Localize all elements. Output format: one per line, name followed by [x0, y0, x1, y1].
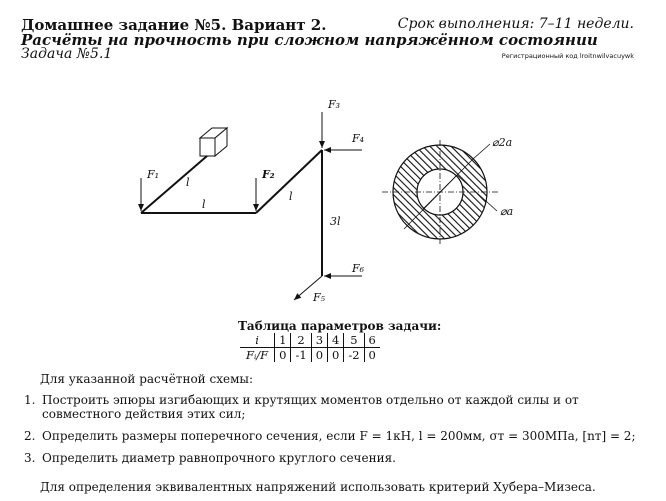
table-cell: 1 [275, 333, 291, 348]
table-cell: 2 [291, 333, 311, 348]
list-item [24, 429, 636, 443]
force-arrows [141, 112, 365, 300]
label-length-diagonal-right: l [289, 190, 293, 203]
table-cell: 0 [311, 348, 327, 363]
label-f2: F₂ [262, 168, 275, 181]
label-outer-diameter: ⌀2a [492, 136, 513, 149]
list-item-number: 3. [24, 451, 36, 465]
fixed-support [200, 128, 227, 156]
table-cell: 4 [328, 333, 344, 348]
task-list [24, 393, 636, 473]
params-table [240, 333, 380, 362]
label-length-horizontal: l [202, 198, 206, 211]
list-item-text: Определить диаметр равнопрочного круглого сечения. [42, 451, 396, 465]
label-inner-diameter: ⌀a [500, 205, 514, 218]
list-item [24, 393, 636, 421]
table-row [240, 333, 380, 348]
list-item-text: Построить эпюры изгибающих и крутящих моментов отдельно от каждой силы и от совместного действия этих сил; [42, 393, 579, 421]
table-cell: 3 [311, 333, 327, 348]
label-f4: F₄ [352, 132, 365, 145]
table-cell: 6 [364, 333, 380, 348]
label-length-vertical: 3l [330, 215, 341, 228]
table-row [240, 348, 380, 363]
deadline-text: Срок выполнения: 7–11 недели. [397, 16, 634, 32]
label-f3: F₃ [328, 98, 341, 111]
table-cell: 0 [279, 348, 287, 362]
frame-members [141, 150, 322, 276]
table-cell: -1 [291, 348, 311, 363]
label-f5: F₅ [313, 291, 326, 304]
row-header-force-ratio: Fᵢ/F [240, 348, 275, 363]
label-f1: F₁ [147, 168, 160, 181]
params-table-caption: Таблица параметров задачи: [238, 319, 442, 333]
label-f6: F₆ [352, 262, 365, 275]
criterion-text: Для определения эквивалентных напряжений использовать критерий Хубера–Мизеса. [40, 480, 596, 494]
label-length-diagonal-left: l [186, 176, 190, 189]
registration-code: Регистрационный код lroitnwilvacuywk [501, 52, 634, 60]
intro-text: Для указанной расчётной схемы: [40, 372, 253, 386]
table-cell: -2 [344, 348, 364, 363]
list-item-number: 2. [24, 429, 36, 443]
assignment-title: Домашнее задание №5. Вариант 2. [21, 16, 327, 34]
cross-section [382, 140, 500, 244]
table-cell: 0 [364, 348, 380, 363]
row-header-index: i [240, 333, 275, 348]
list-item [24, 451, 636, 465]
list-item-number: 1. [24, 393, 36, 407]
table-cell: 0 [328, 348, 344, 363]
list-item-text: Определить размеры поперечного сечения, если F = 1кН, l = 200мм, σт = 300МПа, [nт] = 2; [42, 429, 636, 443]
table-cell: 5 [344, 333, 364, 348]
task-number: Задача №5.1 [21, 46, 113, 62]
assignment-subtitle: Расчёты на прочность при сложном напряжённом состоянии [21, 31, 598, 49]
